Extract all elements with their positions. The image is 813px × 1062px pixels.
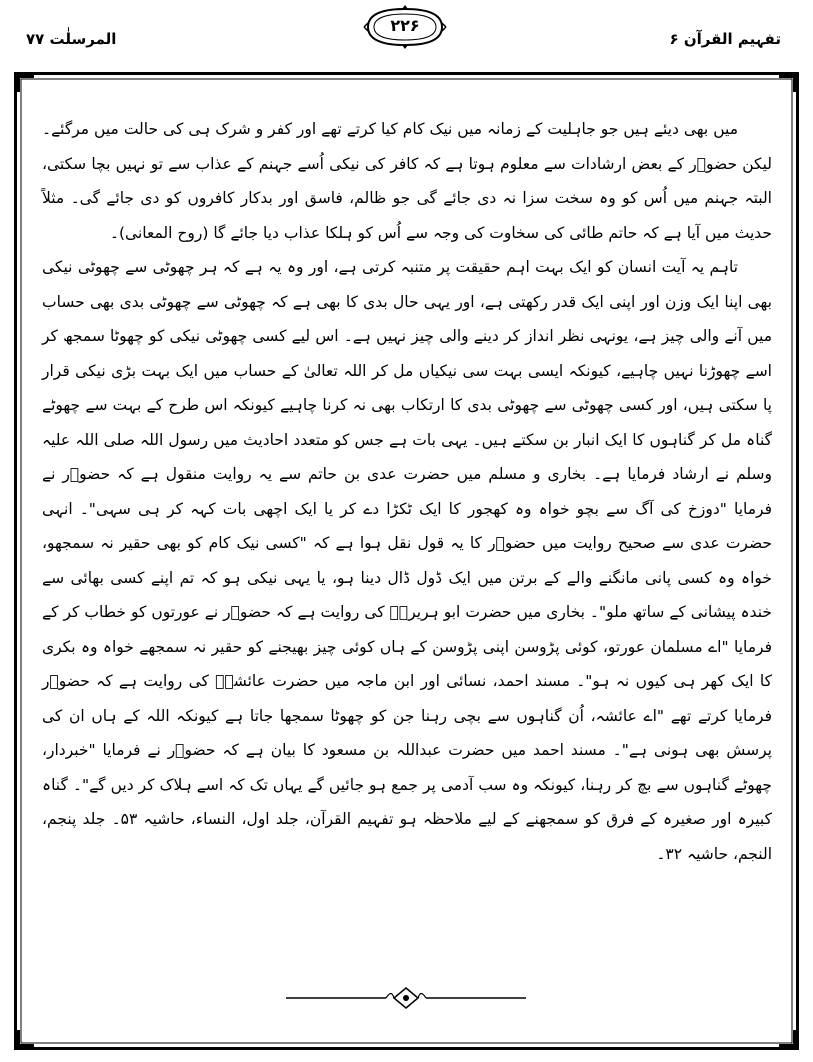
main-text [42, 112, 772, 871]
paragraph: تاہم یہ آیت انسان کو ایک بہت اہم حقیقت پر متنبہ کرتی ہے، اور وہ یہ ہے کہ ہر چھوٹی سے چھوٹی نیکی بھی اپنا ایک وزن اور اپنی ایک قدر رکھتی ہے، اور یہی حال بدی کا بھی ہے کہ چھوٹی سے چھوٹی بدی بھی حساب میں آنے والی چیز ہے، یونہی نظر انداز کر دینے والی چیز نہیں ہے۔ اس لیے کسی چھوٹی نیکی کو چھوٹا سمجھ کر اسے چھوڑنا نہیں چاہیے، کیونکہ ایسی بہت سی نیکیاں مل کر اللہ تعالیٰ کے حساب میں ایک بہت بڑی نیکی قرار پا سکتی ہیں، اور کسی چھوٹی سے چھوٹی بدی کا ارتکاب بھی نہ کرنا چاہیے کیونکہ اس طرح کے بہت سے چھوٹے گناہ مل کر گناہوں کا ایک انبار بن سکتے ہیں۔ یہی بات ہے جس کو متعدد احادیث میں رسول اللہ صلی اللہ علیہ وسلم نے ارشاد فرمایا ہے۔ بخاری و مسلم میں حضرت عدی بن حاتم سے یہ روایت منقول ہے کہ حضوؐر نے فرمایا "دوزخ کی آگ سے بچو خواہ وہ کھجور کا ایک ٹکڑا دے کر یا ایک اچھی بات کہہ کر ہی سہی"۔ انہی حضرت عدی سے صحیح روایت میں حضوؐر کا یہ قول نقل ہوا ہے کہ "کسی نیک کام کو بھی حقیر نہ سمجھو، خواہ وہ کسی پانی مانگنے والے کے برتن میں ایک ڈول ڈال دینا ہو، یا یہی نیکی ہو کہ تم اپنے کسی بھائی سے خندہ پیشانی کے ساتھ ملو"۔ بخاری میں حضرت ابو ہریرہؓ کی روایت ہے کہ حضوؐر نے عورتوں کو خطاب کر کے فرمایا "اے مسلمان عورتو، کوئی پڑوسن اپنی پڑوسن کے ہاں کوئی چیز بھیجنے کو حقیر نہ سمجھے خواہ وہ بکری کا ایک کھر ہی کیوں نہ ہو"۔ مسند احمد، نسائی اور ابن ماجہ میں حضرت عائشہؓ کی روایت ہے کہ حضوؐر فرمایا کرتے تھے "اے عائشہ، اُن گناہوں سے بچی رہنا جن کو چھوٹا سمجھا جاتا ہے کیونکہ اللہ کے ہاں ان کی پرسش بھی ہونی ہے"۔ مسند احمد میں حضرت عبداللہ بن مسعود کا بیان ہے کہ حضوؐر نے فرمایا "خبردار، چھوٹے گناہوں سے بچ کر رہنا، کیونکہ وہ سب آدمی پر جمع ہو جائیں گے یہاں تک کہ اسے ہلاک کر دیں گے"۔ گناہ کبیرہ اور صغیرہ کے فرق کو سمجھنے کے لیے ملاحظہ ہو تفہیم القرآن، جلد اول، النساء، حاشیہ ۵۳۔ جلد پنجم، النجم، حاشیہ ۳۲۔ [42, 258, 772, 863]
paragraph: میں بھی دیئے ہیں جو جاہلیت کے زمانہ میں نیک کام کیا کرتے تھے اور کفر و شرک ہی کی حالت میں مرگئے۔ لیکن حضوؐر کے بعض ارشادات سے معلوم ہوتا ہے کہ کافر کی نیکی اُسے جہنم کے عذاب سے تو نہیں بچا سکتی، البتہ جہنم میں اُس کو وہ سخت سزا نہ دی جائے گی جو ظالم، فاسق اور بدکار کافروں کو دی جائے گی۔ مثلاً حدیث میں آیا ہے کہ حاتم طائی کی سخاوت کی وجہ سے اُس کو ہلکا عذاب دیا جائے گا (روح المعانی)۔ [42, 120, 772, 242]
page-number-badge [362, 4, 448, 50]
end-ornament-icon [286, 986, 526, 1010]
page-number: ۲۲۶ [390, 16, 420, 35]
surah-name: المرسلٰت ۷۷ [26, 30, 117, 48]
book-title: تفہیم القرآن ۶ [669, 30, 781, 48]
page-header [0, 0, 813, 70]
